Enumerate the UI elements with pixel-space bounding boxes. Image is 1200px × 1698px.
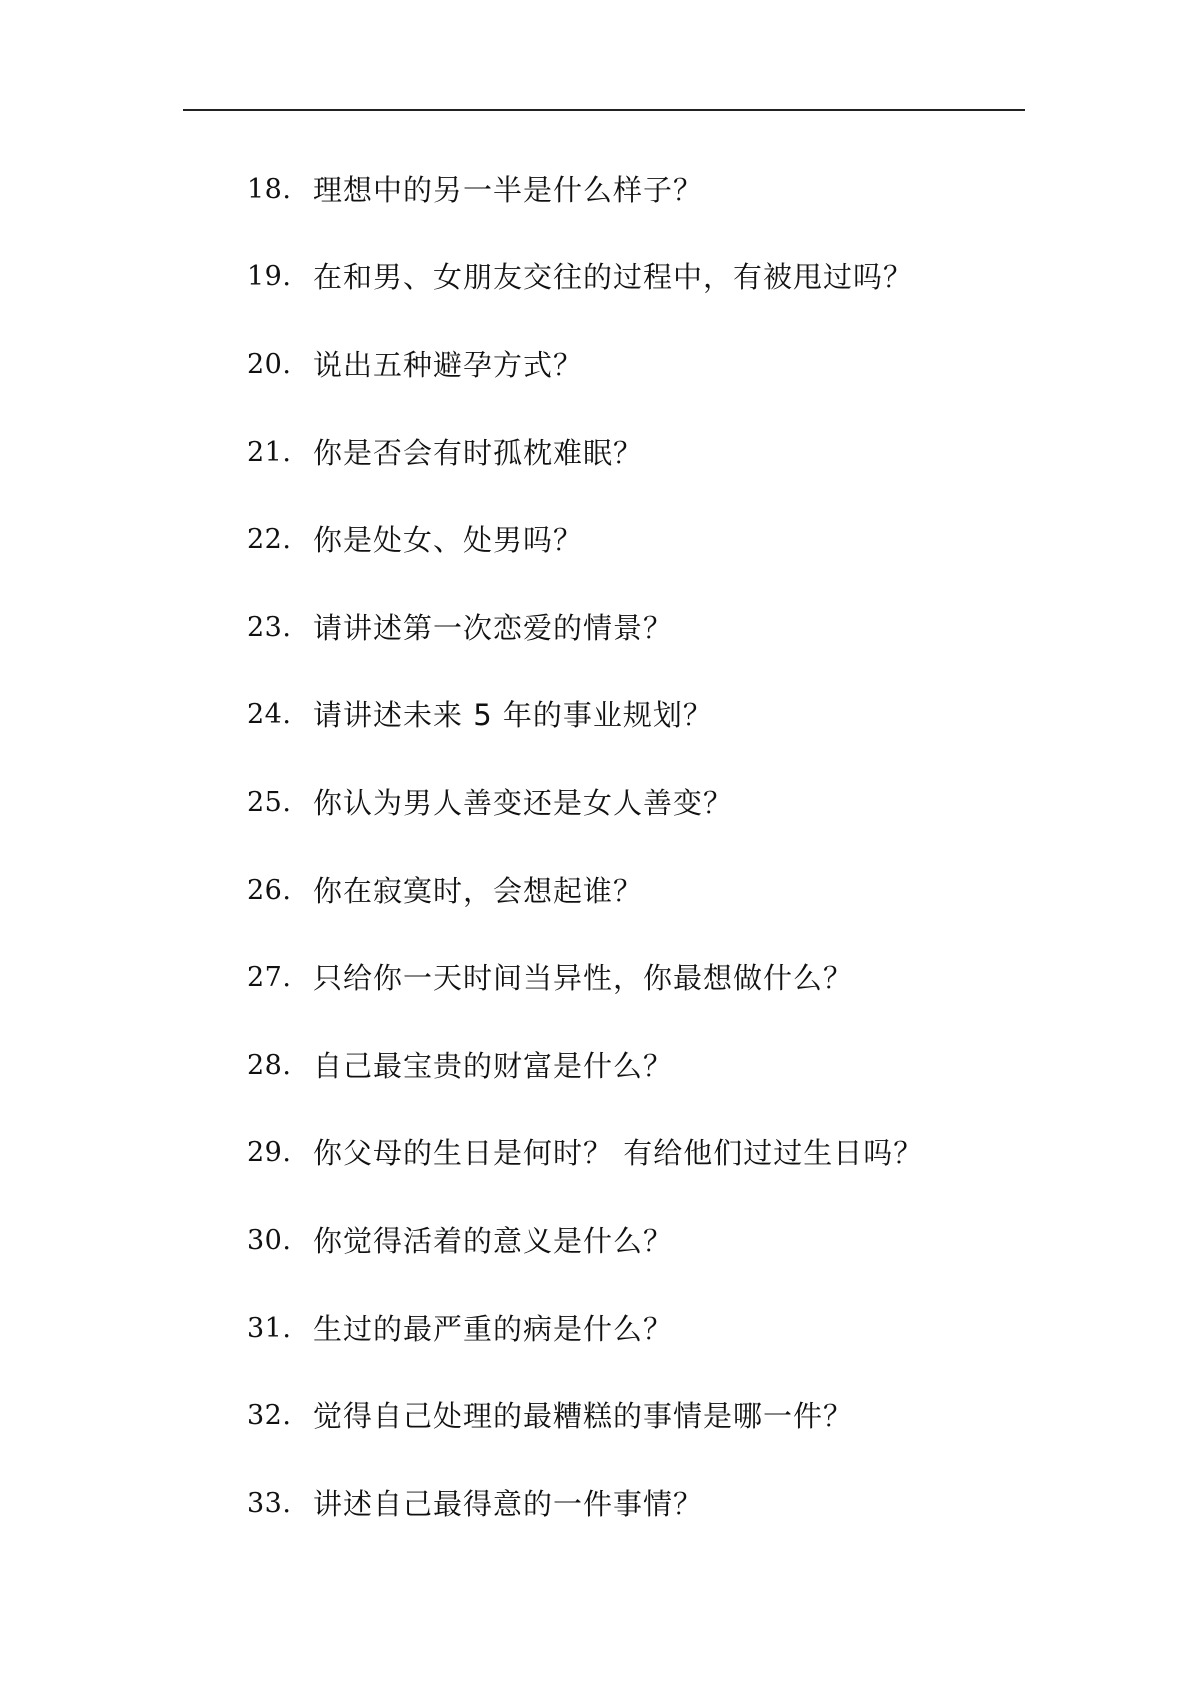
question-item bbox=[247, 1372, 1147, 1460]
question-text: 你是处女、处男吗？ bbox=[313, 523, 584, 558]
question-number: 25. bbox=[247, 786, 292, 818]
question-number: 24. bbox=[247, 699, 292, 731]
question-item bbox=[247, 321, 1147, 409]
question-text: 你父母的生日是何时？ 有给他们过过生日吗？ bbox=[313, 1136, 924, 1171]
question-text: 请讲述第一次恋爱的情景？ bbox=[313, 610, 674, 645]
question-number: 19. bbox=[247, 261, 292, 293]
question-number: 22. bbox=[247, 524, 292, 556]
question-list bbox=[247, 146, 1147, 1548]
question-number: 29. bbox=[247, 1137, 292, 1169]
question-number: 23. bbox=[247, 611, 292, 643]
question-text: 你在寂寞时，会想起谁？ bbox=[313, 873, 644, 908]
question-text: 你觉得活着的意义是什么？ bbox=[313, 1223, 674, 1258]
question-item bbox=[247, 1197, 1147, 1285]
question-text: 只给你一天时间当异性，你最想做什么？ bbox=[313, 961, 854, 996]
question-text: 讲述自己最得意的一件事情？ bbox=[313, 1486, 704, 1521]
question-text: 觉得自己处理的最糟糕的事情是哪一件？ bbox=[313, 1399, 854, 1434]
question-item bbox=[247, 234, 1147, 322]
question-item bbox=[247, 847, 1147, 935]
question-item bbox=[247, 759, 1147, 847]
question-number: 18. bbox=[247, 173, 292, 205]
question-text: 说出五种避孕方式？ bbox=[313, 347, 584, 382]
question-number: 26. bbox=[247, 874, 292, 906]
question-text: 自己最宝贵的财富是什么？ bbox=[313, 1048, 674, 1083]
question-number: 32. bbox=[247, 1400, 292, 1432]
question-number: 30. bbox=[247, 1224, 292, 1256]
question-item bbox=[247, 934, 1147, 1022]
header-rule bbox=[183, 109, 1025, 111]
question-item bbox=[247, 584, 1147, 672]
question-item bbox=[247, 1110, 1147, 1198]
question-number: 21. bbox=[247, 436, 292, 468]
question-item bbox=[247, 1460, 1147, 1548]
question-text: 你认为男人善变还是女人善变？ bbox=[313, 785, 734, 820]
question-number: 31. bbox=[247, 1312, 292, 1344]
question-item bbox=[247, 672, 1147, 760]
question-number: 33. bbox=[247, 1487, 292, 1519]
question-text: 请讲述未来 5 年的事业规划？ bbox=[313, 698, 713, 733]
question-text: 理想中的另一半是什么样子？ bbox=[313, 172, 704, 207]
question-item bbox=[247, 1022, 1147, 1110]
question-text: 生过的最严重的病是什么？ bbox=[313, 1311, 674, 1346]
question-item bbox=[247, 146, 1147, 234]
question-number: 27. bbox=[247, 962, 292, 994]
question-number: 20. bbox=[247, 348, 292, 380]
question-text: 在和男、女朋友交往的过程中，有被甩过吗？ bbox=[313, 260, 914, 295]
question-item bbox=[247, 496, 1147, 584]
question-text: 你是否会有时孤枕难眠？ bbox=[313, 435, 644, 470]
question-number: 28. bbox=[247, 1049, 292, 1081]
question-item bbox=[247, 409, 1147, 497]
question-item bbox=[247, 1285, 1147, 1373]
